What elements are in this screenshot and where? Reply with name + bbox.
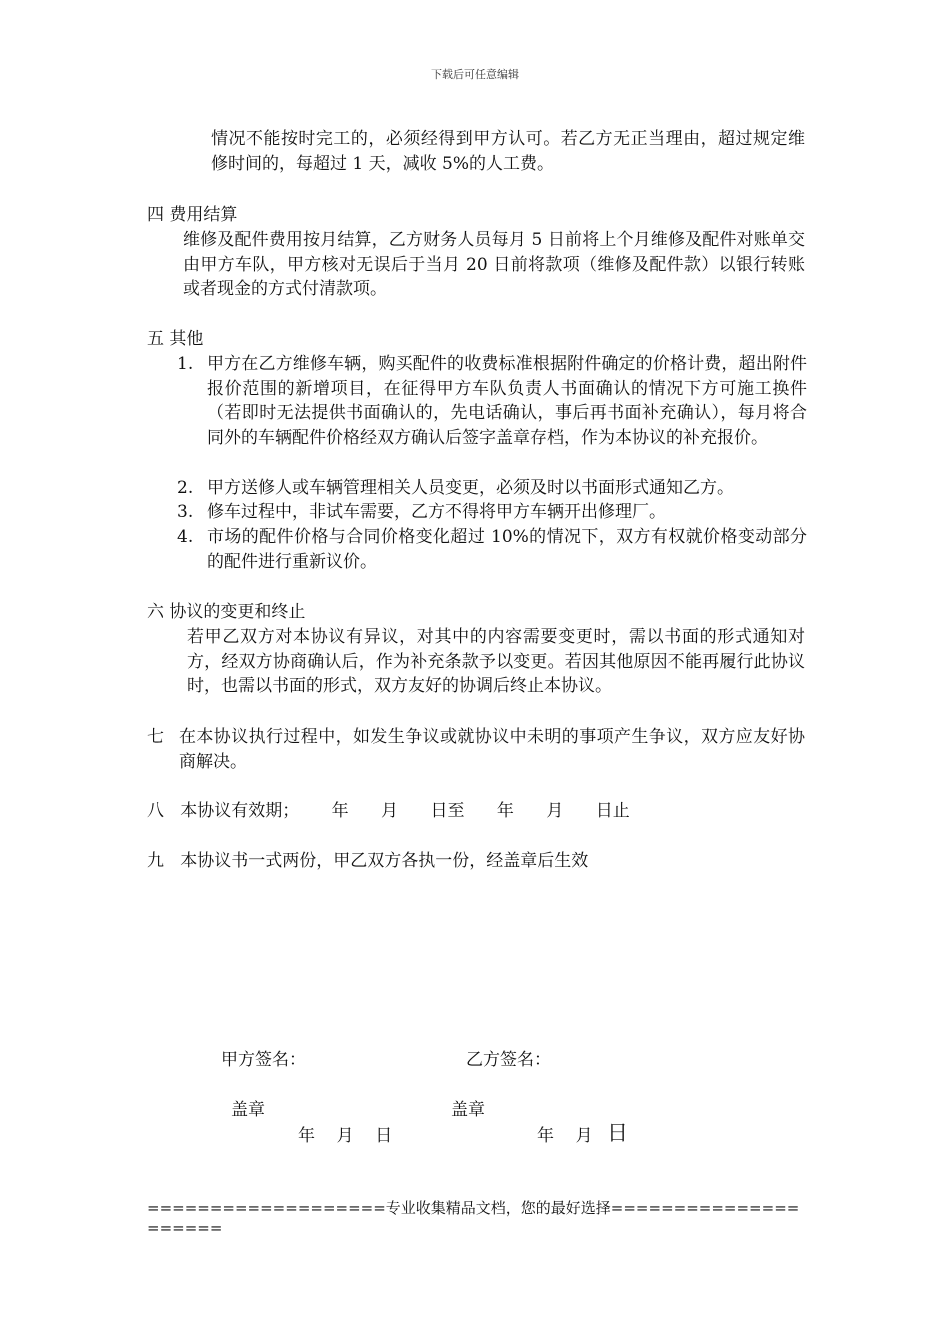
list-item-number: 2.: [177, 478, 194, 498]
party-b-date-day: 日: [607, 1121, 628, 1145]
section-4-body: 维修及配件费用按月结算，乙方财务人员每月 5 日前将上个月维修及配件对账单交由甲方车队，甲方核对无误后于当月 20 日前将款项（维修及配件款）以银行转账或者现金的方式付清款项。: [183, 230, 805, 299]
party-a-signature-label: 甲方签名：: [221, 1050, 306, 1070]
list-item-text: 甲方送修人或车辆管理相关人员变更，必须及时以书面形式通知乙方。: [207, 478, 734, 498]
party-b-seal-label: 盖章: [451, 1100, 485, 1120]
list-item-text: 甲方在乙方维修车辆，购买配件的收费标准根据附件确定的价格计费，超出附件报价范围的新增项目，在征得甲方车队负责人书面确认的情况下方可施工换件（若即时无法提供书面确认的，先电话确认，事后再书面补充确认），每月将合同外的车辆配件价格经双方确认后签字盖章存档，作为本协议的补充报价。: [207, 354, 807, 448]
section-8-validity: 八 本协议有效期； 年 月 日至 年 月 日止: [147, 801, 630, 821]
party-a-date: 年 月 日: [298, 1126, 393, 1146]
list-item-number: 4.: [177, 527, 194, 547]
list-item: [177, 352, 807, 450]
list-item: [177, 500, 807, 525]
section-6-heading: 六 协议的变更和终止: [147, 602, 306, 622]
list-item-number: 1.: [177, 354, 194, 374]
section-7-body: [179, 725, 805, 774]
header-note: 下载后可任意编辑: [431, 68, 519, 81]
section-4-heading: 四 费用结算: [147, 205, 238, 225]
list-item-text: 修车过程中，非试车需要，乙方不得将甲方车辆开出修理厂。: [207, 502, 666, 522]
list-item-number: 3.: [177, 502, 194, 522]
party-a-seal-label: 盖章: [231, 1100, 265, 1120]
continuation-paragraph: 情况不能按时完工的，必须经得到甲方认可。若乙方无正当理由，超过规定维修时间的，每超过 1 天，减收 5%的人工费。: [211, 129, 805, 174]
section-5-heading: 五 其他: [147, 329, 204, 349]
party-b-date-year-month: 年 月: [537, 1126, 593, 1146]
list-item-text: 市场的配件价格与合同价格变化超过 10%的情况下，双方有权就价格变动部分的配件进行重新议价。: [207, 527, 807, 572]
party-b-signature-label: 乙方签名：: [466, 1050, 551, 1070]
section-9-copies: 九 本协议书一式两份，甲乙双方各执一份，经盖章后生效: [147, 851, 589, 871]
list-item: [177, 476, 807, 501]
list-item: [177, 525, 807, 574]
section-7-number: 七: [147, 727, 164, 747]
section-7-text: 在本协议执行过程中，如发生争议或就协议中未明的事项产生争议，双方应友好协商解决。: [179, 727, 805, 772]
section-6-body: 若甲乙双方对本协议有异议，对其中的内容需要变更时，需以书面的形式通知对方，经双方协商确认后，作为补充条款予以变更。若因其他原因不能再履行此协议时，也需以书面的形式，双方友好的协调后终止本协议。: [187, 627, 805, 696]
footer-banner: ===================专业收集精品文档，您的最好选择=====================: [147, 1199, 800, 1237]
